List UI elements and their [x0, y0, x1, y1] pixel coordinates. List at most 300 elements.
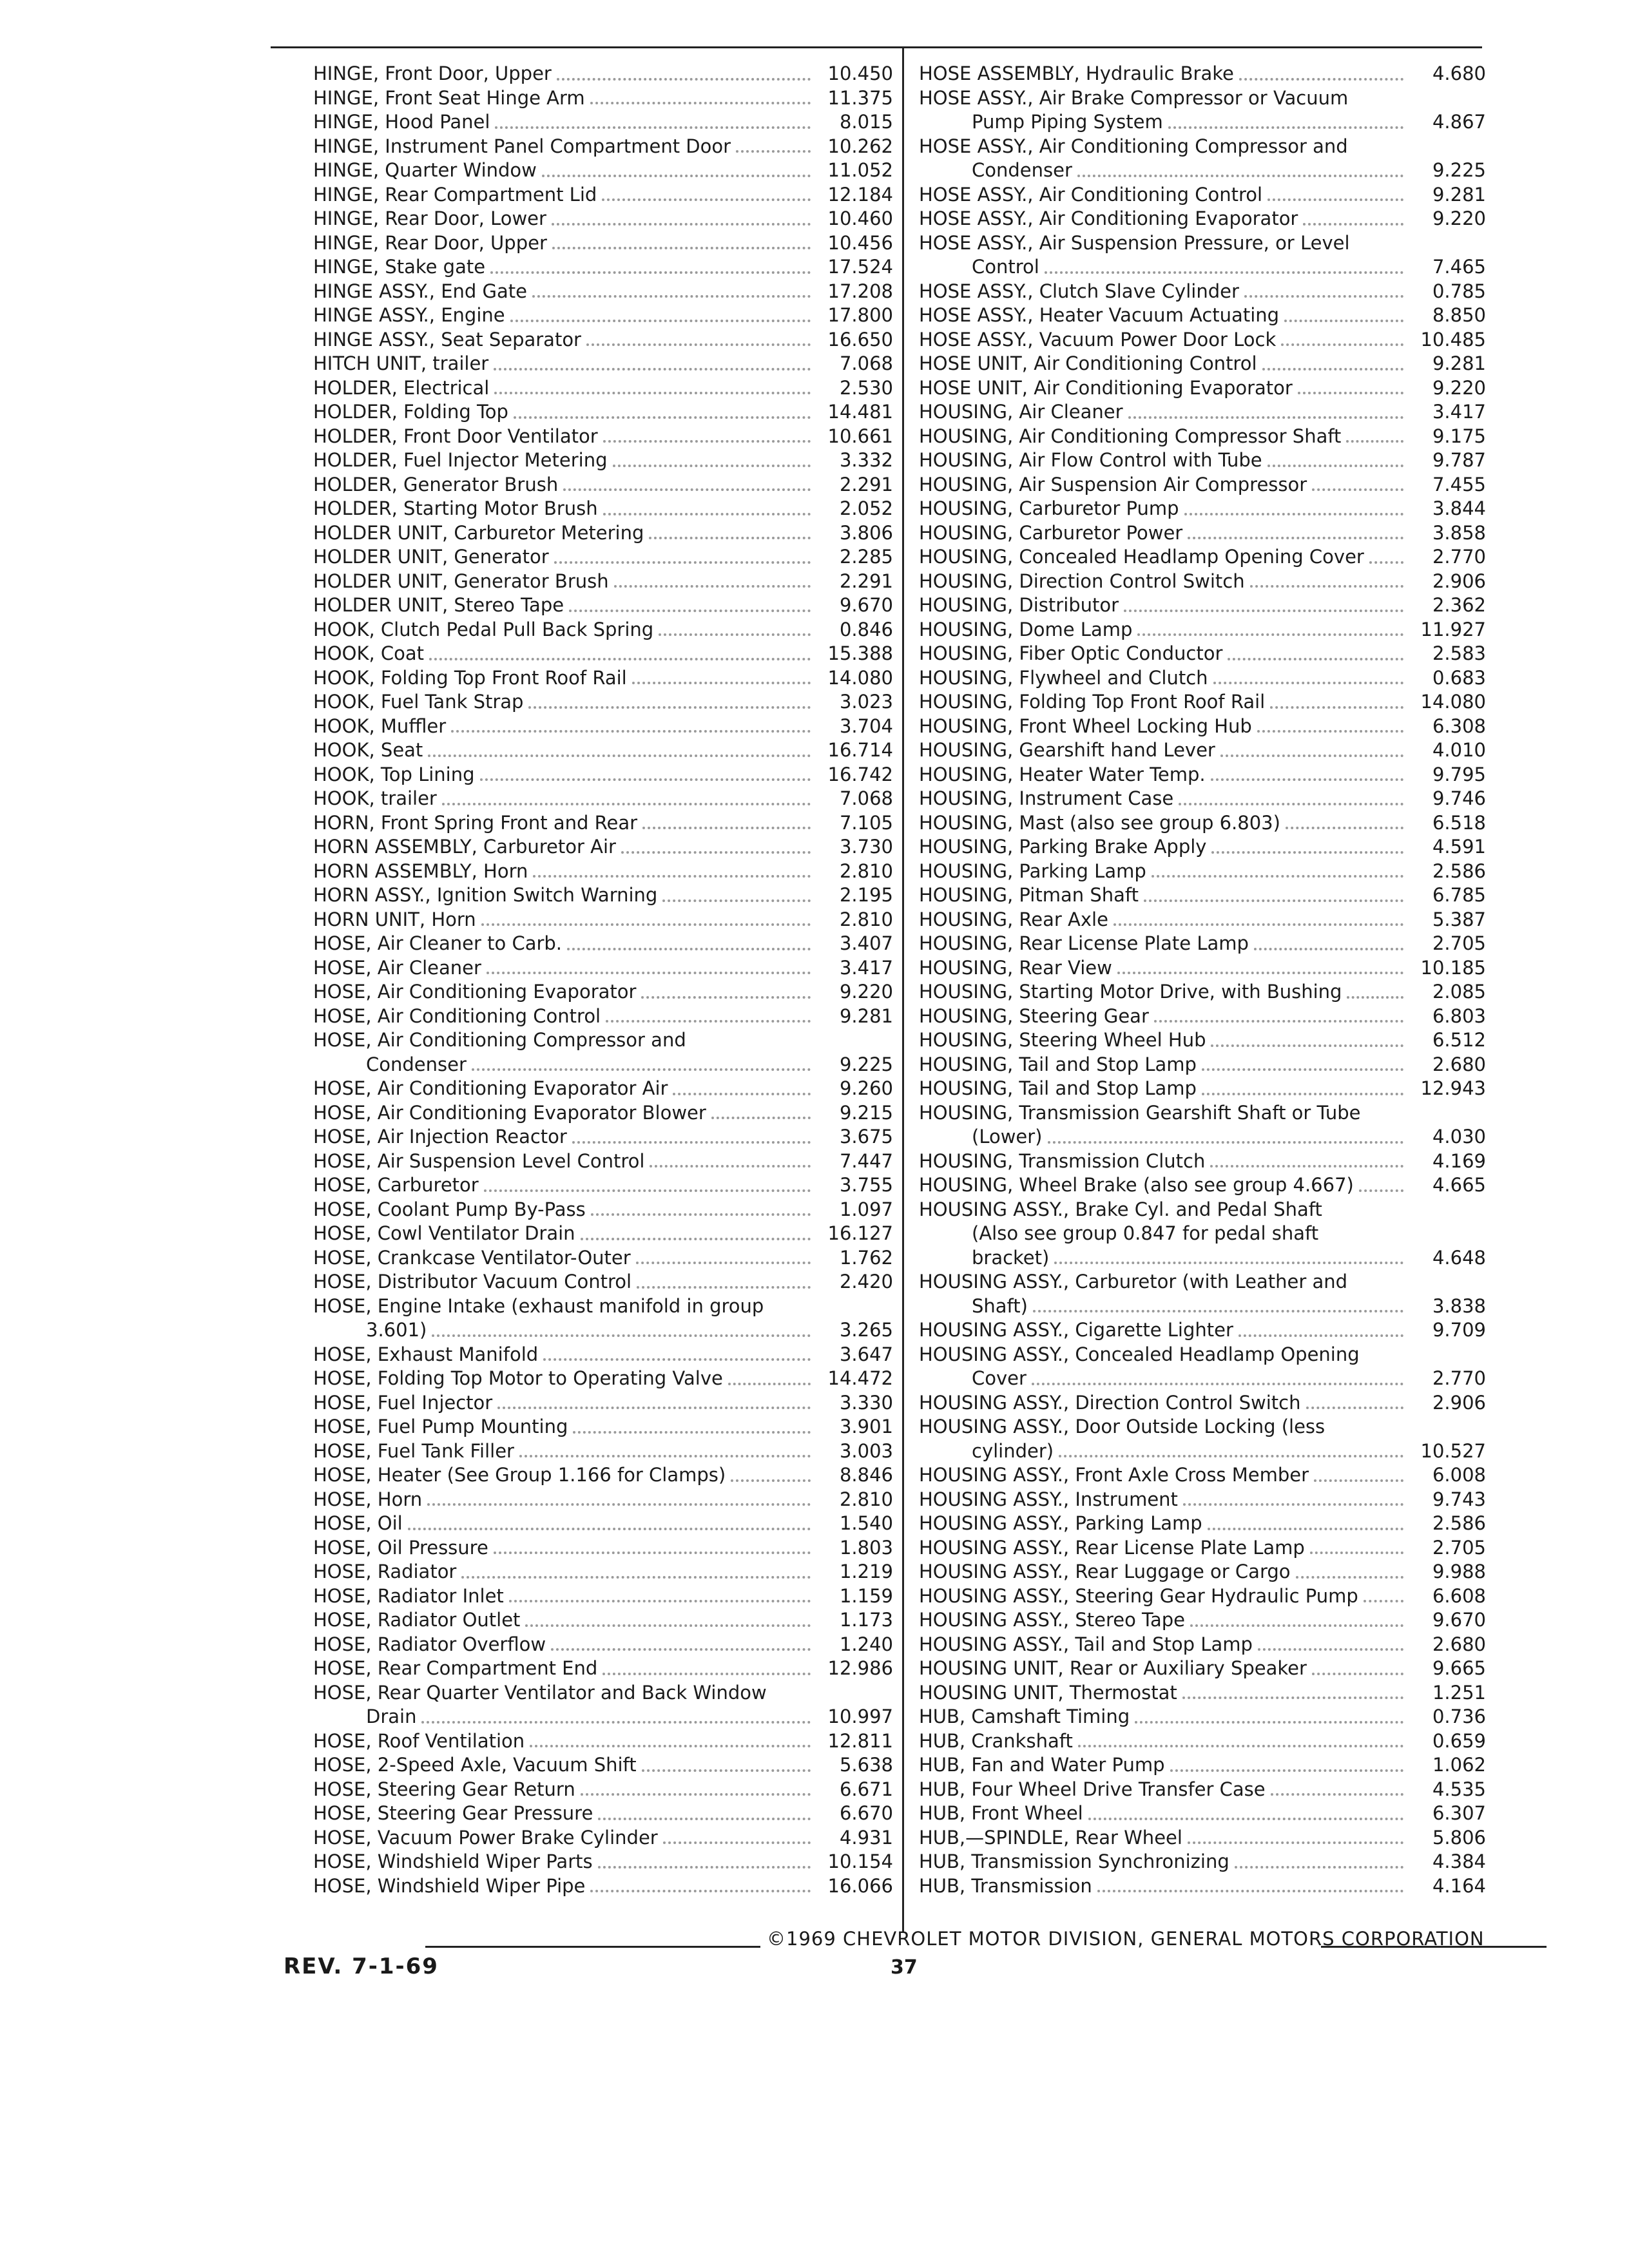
- entry-group-number: 2.195: [839, 884, 893, 906]
- dot-leader: [1220, 754, 1403, 757]
- entry-group-number: 12.811: [827, 1729, 893, 1752]
- entry-group-number: 2.583: [1432, 642, 1486, 664]
- entry-name: HOUSING ASSY., Cigarette Lighter: [919, 1319, 1233, 1341]
- dot-leader: [1310, 1552, 1403, 1554]
- index-entry: [313, 1004, 893, 1029]
- entry-name: Cover: [972, 1367, 1027, 1389]
- right-index-column: [919, 62, 1486, 1898]
- index-entry: [919, 1536, 1486, 1561]
- entry-name: HINGE, Instrument Panel Compartment Door: [313, 135, 731, 157]
- dot-leader: [1228, 658, 1403, 660]
- dot-leader: [1239, 78, 1403, 81]
- entry-name: HOUSING ASSY., Concealed Headlamp Opening: [919, 1343, 1360, 1365]
- dot-leader: [1213, 682, 1403, 684]
- entry-name: HOSE, Roof Ventilation: [313, 1729, 525, 1752]
- entry-name: HOUSING ASSY., Door Outside Locking (less: [919, 1416, 1325, 1437]
- entry-name: HOSE, Folding Top Motor to Operating Valve: [313, 1367, 723, 1389]
- dot-leader: [484, 1189, 811, 1192]
- dot-leader: [572, 1141, 811, 1144]
- entry-name: HOUSING, Steering Gear: [919, 1004, 1149, 1027]
- dot-leader: [487, 972, 811, 974]
- index-entry: [313, 1633, 893, 1657]
- entry-name: Pump Piping System: [972, 111, 1163, 133]
- entry-group-number: 6.008: [1432, 1464, 1486, 1486]
- index-entry: [313, 1439, 893, 1464]
- dot-leader: [606, 1020, 811, 1023]
- index-entry: [313, 328, 893, 352]
- entry-group-number: 3.838: [1432, 1294, 1486, 1317]
- entry-name: HOSE, Windshield Wiper Parts: [313, 1850, 593, 1872]
- entry-group-number: 10.527: [1420, 1439, 1486, 1462]
- dot-leader: [590, 102, 811, 104]
- entry-name: HOUSING ASSY., Direction Control Switch: [919, 1391, 1301, 1414]
- index-entry: [919, 352, 1486, 376]
- entry-name: (Lower): [972, 1126, 1043, 1148]
- dot-leader: [581, 1238, 811, 1240]
- dot-leader: [1117, 972, 1403, 974]
- entry-group-number: 3.647: [839, 1343, 893, 1365]
- entry-group-number: 12.184: [827, 183, 893, 206]
- index-entry: [313, 980, 893, 1004]
- entry-group-number: 14.080: [1420, 691, 1486, 713]
- dot-leader: [1250, 585, 1403, 588]
- dot-leader: [490, 271, 811, 274]
- entry-group-number: 4.680: [1432, 62, 1486, 84]
- entry-group-number: 8.846: [839, 1464, 893, 1486]
- entry-name: HOLDER UNIT, Carburetor Metering: [313, 521, 644, 544]
- entry-group-number: 3.023: [839, 691, 893, 713]
- index-entry: [313, 1488, 893, 1512]
- dot-leader: [461, 1576, 811, 1579]
- entry-name: HOSE, Cowl Ventilator Drain: [313, 1222, 575, 1244]
- entry-name: HORN ASSEMBLY, Carburetor Air: [313, 836, 616, 858]
- dot-leader: [429, 658, 811, 660]
- dot-leader: [542, 175, 811, 177]
- entry-name: HOSE, Radiator Overflow: [313, 1633, 546, 1655]
- entry-name: HOSE, Fuel Tank Filler: [313, 1439, 514, 1462]
- index-entry: [919, 1512, 1486, 1536]
- dot-leader: [525, 1624, 811, 1627]
- entry-name: HINGE, Hood Panel: [313, 111, 490, 133]
- index-entry: [313, 1874, 893, 1899]
- index-entry: [919, 1318, 1486, 1343]
- entry-group-number: 9.225: [839, 1053, 893, 1075]
- entry-name: HOSE, Radiator Inlet: [313, 1584, 504, 1607]
- index-entry: [919, 1826, 1486, 1850]
- entry-group-number: 3.417: [1432, 401, 1486, 423]
- entry-name: Condenser: [972, 159, 1072, 181]
- dot-leader: [1170, 1769, 1404, 1772]
- dot-leader: [1124, 610, 1403, 612]
- entry-group-number: 3.755: [839, 1174, 893, 1196]
- dot-leader: [1244, 295, 1403, 298]
- dot-leader: [663, 1841, 811, 1844]
- entry-name: HOLDER, Front Door Ventilator: [313, 425, 598, 447]
- entry-name: HOSE, Oil Pressure: [313, 1536, 488, 1559]
- dot-leader: [509, 1600, 811, 1602]
- index-entry: [919, 280, 1486, 304]
- entry-group-number: 16.714: [827, 739, 893, 761]
- index-entry: [919, 1802, 1486, 1826]
- index-entry: [313, 521, 893, 546]
- entry-name: HINGE, Front Door, Upper: [313, 62, 552, 84]
- index-entry: [919, 956, 1486, 981]
- dot-leader: [563, 488, 811, 491]
- index-entry: [313, 207, 893, 231]
- entry-name: HOUSING ASSY., Front Axle Cross Member: [919, 1464, 1309, 1486]
- entry-name: HOOK, Folding Top Front Roof Rail: [313, 666, 627, 689]
- entry-name: HOUSING, Parking Lamp: [919, 860, 1146, 882]
- entry-group-number: 6.671: [839, 1778, 893, 1800]
- index-entry: [919, 400, 1486, 425]
- dot-leader: [650, 1165, 811, 1168]
- entry-name: HOUSING, Carburetor Power: [919, 521, 1183, 544]
- index-entry: [313, 787, 893, 811]
- entry-group-number: 2.586: [1432, 1512, 1486, 1534]
- index-entry: [919, 570, 1486, 594]
- entry-name: HOUSING, Pitman Shaft: [919, 884, 1139, 906]
- dot-leader: [598, 1866, 811, 1869]
- dot-leader: [1364, 1600, 1403, 1602]
- dot-leader: [603, 440, 811, 443]
- index-entry: [919, 1439, 1486, 1464]
- entry-name: HOSE, Oil: [313, 1512, 403, 1534]
- index-entry: [313, 1512, 893, 1536]
- entry-group-number: 2.291: [839, 570, 893, 592]
- index-entry: [313, 690, 893, 715]
- entry-group-number: 1.097: [839, 1198, 893, 1220]
- index-entry: [919, 811, 1486, 836]
- entry-name: HOUSING ASSY., Instrument: [919, 1488, 1178, 1510]
- entry-name: HUB, Fan and Water Pump: [919, 1754, 1165, 1776]
- entry-name: HOSE, Air Conditioning Evaporator Air: [313, 1077, 668, 1099]
- entry-name: HOOK, Fuel Tank Strap: [313, 691, 524, 713]
- index-entry: [919, 1246, 1486, 1271]
- dot-leader: [590, 1890, 811, 1892]
- dot-leader: [637, 1286, 811, 1289]
- index-entry: [313, 1657, 893, 1681]
- index-entry: [919, 1778, 1486, 1802]
- dot-leader: [1078, 1745, 1403, 1747]
- index-entry: [919, 183, 1486, 207]
- entry-group-number: 15.388: [827, 642, 893, 664]
- entry-group-number: 3.330: [839, 1391, 893, 1414]
- index-entry: [313, 376, 893, 401]
- entry-name: HOSE, Air Conditioning Control: [313, 1004, 601, 1027]
- entry-group-number: 2.291: [839, 473, 893, 495]
- index-entry: [313, 1536, 893, 1561]
- index-entry: [313, 231, 893, 256]
- entry-group-number: 3.806: [839, 521, 893, 544]
- entry-group-number: 9.709: [1432, 1319, 1486, 1341]
- dot-leader: [614, 585, 811, 588]
- dot-leader: [1202, 1093, 1403, 1095]
- entry-group-number: 2.362: [1432, 594, 1486, 616]
- entry-group-number: 12.986: [827, 1657, 893, 1679]
- entry-name: HOUSING, Steering Wheel Hub: [919, 1029, 1206, 1051]
- entry-name: HINGE, Front Seat Hinge Arm: [313, 86, 585, 109]
- entry-group-number: 10.456: [827, 231, 893, 254]
- dot-leader: [1235, 1866, 1403, 1869]
- entry-group-number: 9.220: [1432, 376, 1486, 399]
- entry-name: Shaft): [972, 1294, 1028, 1317]
- dot-leader: [1312, 488, 1403, 491]
- dot-leader: [603, 513, 811, 515]
- dot-leader: [1152, 875, 1403, 878]
- index-entry: [919, 1149, 1486, 1174]
- dot-leader: [1188, 537, 1403, 539]
- dot-leader: [1262, 368, 1403, 370]
- dot-leader: [1298, 392, 1403, 394]
- dot-leader: [1190, 1624, 1403, 1627]
- entry-name: HOUSING ASSY., Stereo Tape: [919, 1609, 1185, 1631]
- entry-name: HOSE, Fuel Injector: [313, 1391, 493, 1414]
- entry-group-number: 14.080: [827, 666, 893, 689]
- index-entry: [313, 1125, 893, 1149]
- entry-name: HUB, Four Wheel Drive Transfer Case: [919, 1778, 1266, 1800]
- index-entry: [919, 1101, 1486, 1126]
- entry-group-number: 3.407: [839, 932, 893, 954]
- entry-group-number: 5.806: [1432, 1826, 1486, 1849]
- entry-group-number: 1.251: [1432, 1681, 1486, 1704]
- index-entry: [919, 231, 1486, 256]
- entry-name: HOUSING, Rear Axle: [919, 908, 1108, 930]
- dot-leader: [552, 223, 811, 226]
- dot-leader: [1284, 320, 1403, 322]
- entry-group-number: 3.730: [839, 836, 893, 858]
- entry-name: HOUSING, Transmission Clutch: [919, 1149, 1206, 1172]
- entry-group-number: 4.169: [1432, 1149, 1486, 1172]
- entry-name: HOSE ASSY., Air Brake Compressor or Vacuum: [919, 86, 1349, 109]
- dot-leader: [451, 730, 811, 733]
- dot-leader: [494, 368, 811, 370]
- dot-leader: [533, 875, 811, 878]
- index-entry: [313, 255, 893, 280]
- dot-leader: [1257, 730, 1403, 733]
- index-entry: [313, 545, 893, 570]
- entry-group-number: 3.858: [1432, 521, 1486, 544]
- index-entry: [919, 159, 1486, 183]
- entry-name: HOLDER UNIT, Generator: [313, 546, 549, 568]
- entry-name: HOUSING ASSY., Parking Lamp: [919, 1512, 1202, 1534]
- dot-leader: [1296, 1576, 1403, 1579]
- entry-group-number: 0.736: [1432, 1706, 1486, 1727]
- top-rule: [271, 46, 1482, 48]
- dot-leader: [736, 150, 811, 153]
- entry-group-number: 0.846: [839, 618, 893, 640]
- index-entry: [919, 1198, 1486, 1222]
- entry-group-number: 7.465: [1432, 256, 1486, 278]
- entry-name: HORN UNIT, Horn: [313, 908, 476, 930]
- dot-leader: [1281, 343, 1403, 346]
- index-entry: [919, 62, 1486, 86]
- dot-leader: [1346, 440, 1403, 443]
- entry-group-number: 9.281: [1432, 183, 1486, 206]
- index-entry: [313, 1560, 893, 1584]
- entry-name: HOUSING, Air Conditioning Compressor Shaft: [919, 425, 1342, 447]
- entry-name: HOLDER, Electrical: [313, 376, 490, 399]
- entry-name: HOUSING, Tail and Stop Lamp: [919, 1077, 1197, 1099]
- dot-leader: [1032, 1383, 1403, 1385]
- entry-name: HOSE UNIT, Air Conditioning Evaporator: [919, 376, 1293, 399]
- index-entry: [919, 908, 1486, 932]
- entry-group-number: 12.943: [1420, 1077, 1486, 1099]
- entry-group-number: 3.675: [839, 1126, 893, 1148]
- entry-name: HOSE, Coolant Pump By-Pass: [313, 1198, 586, 1220]
- dot-leader: [1268, 465, 1403, 467]
- entry-group-number: 9.260: [839, 1077, 893, 1099]
- index-entry: [919, 1053, 1486, 1077]
- entry-group-number: 6.803: [1432, 1004, 1486, 1027]
- column-divider: [902, 48, 904, 1932]
- index-entry: [313, 1343, 893, 1367]
- index-entry: [313, 1318, 893, 1343]
- entry-name: HOSE ASSY., Air Suspension Pressure, or Level: [919, 231, 1350, 254]
- entry-name: HOLDER UNIT, Stereo Tape: [313, 594, 564, 616]
- entry-group-number: 7.068: [839, 352, 893, 374]
- entry-group-number: 9.746: [1432, 787, 1486, 809]
- entry-group-number: 2.420: [839, 1271, 893, 1293]
- entry-group-number: 9.225: [1432, 159, 1486, 181]
- entry-name: HOSE, Air Suspension Level Control: [313, 1149, 645, 1172]
- entry-group-number: 4.591: [1432, 836, 1486, 858]
- dot-leader: [591, 1213, 811, 1216]
- entry-name: HOOK, Seat: [313, 739, 423, 761]
- dot-leader: [1258, 1648, 1403, 1651]
- entry-group-number: 9.215: [839, 1101, 893, 1124]
- entry-group-number: 2.705: [1432, 932, 1486, 954]
- entry-group-number: 1.062: [1432, 1754, 1486, 1776]
- index-entry: [919, 883, 1486, 908]
- entry-name: HOUSING, Wheel Brake (also see group 4.667): [919, 1174, 1354, 1196]
- index-entry: [313, 303, 893, 328]
- entry-name: HUB, Transmission Synchronizing: [919, 1850, 1229, 1872]
- index-entry: [313, 1270, 893, 1294]
- dot-leader: [1182, 1696, 1403, 1699]
- entry-name: Control: [972, 256, 1039, 278]
- dot-leader: [494, 1552, 811, 1554]
- index-entry: [919, 1850, 1486, 1874]
- entry-group-number: 4.648: [1432, 1246, 1486, 1269]
- entry-group-number: 6.512: [1432, 1029, 1486, 1051]
- index-entry: [919, 1028, 1486, 1053]
- dot-leader: [1183, 1503, 1403, 1506]
- entry-name: HOSE, Exhaust Manifold: [313, 1343, 539, 1365]
- dot-leader: [569, 610, 811, 612]
- entry-group-number: 8.850: [1432, 304, 1486, 326]
- index-entry: [313, 1198, 893, 1222]
- index-entry: [313, 425, 893, 449]
- entry-group-number: 7.455: [1432, 473, 1486, 495]
- entry-name: HOUSING, Carburetor Pump: [919, 497, 1179, 519]
- dot-leader: [552, 247, 811, 249]
- entry-name: HOSE ASSY., Air Conditioning Compressor and: [919, 135, 1348, 157]
- dot-leader: [472, 1068, 811, 1071]
- entry-group-number: 2.906: [1432, 1391, 1486, 1414]
- index-entry: [313, 642, 893, 666]
- index-entry: [313, 763, 893, 787]
- dot-leader: [1347, 996, 1403, 999]
- entry-name: HOUSING, Distributor: [919, 594, 1119, 616]
- entry-name: HOSE, Distributor Vacuum Control: [313, 1271, 632, 1293]
- entry-group-number: 0.659: [1432, 1729, 1486, 1752]
- entry-group-number: 9.795: [1432, 763, 1486, 785]
- entry-name: HOUSING, Concealed Headlamp Opening Cover: [919, 546, 1364, 568]
- entry-group-number: 9.175: [1432, 425, 1486, 447]
- index-entry: [313, 811, 893, 836]
- index-entry: [919, 255, 1486, 280]
- entry-group-number: 1.240: [839, 1633, 893, 1655]
- entry-group-number: 2.810: [839, 1488, 893, 1510]
- dot-leader: [495, 126, 811, 129]
- dot-leader: [621, 851, 811, 854]
- entry-name: HOSE, Carburetor: [313, 1174, 479, 1196]
- index-entry: [313, 1753, 893, 1778]
- entry-name: HOLDER, Generator Brush: [313, 473, 559, 495]
- dot-leader: [1369, 561, 1403, 564]
- index-entry: [919, 593, 1486, 618]
- entry-name: HOSE, Steering Gear Pressure: [313, 1802, 593, 1824]
- index-entry: [919, 1729, 1486, 1754]
- entry-group-number: 2.530: [839, 376, 893, 399]
- index-entry: [919, 1633, 1486, 1657]
- entry-group-number: 3.844: [1432, 497, 1486, 519]
- dot-leader: [1359, 1189, 1403, 1192]
- entry-name: cylinder): [972, 1439, 1054, 1462]
- entry-group-number: 17.208: [827, 280, 893, 302]
- index-entry: [313, 110, 893, 135]
- index-entry: [919, 1463, 1486, 1488]
- entry-group-number: 5.387: [1432, 908, 1486, 930]
- index-entry: [919, 1608, 1486, 1633]
- dot-leader: [567, 948, 811, 950]
- entry-group-number: 3.003: [839, 1439, 893, 1462]
- index-entry: [919, 1270, 1486, 1294]
- index-entry: [313, 86, 893, 111]
- entry-name: HOUSING, Air Cleaner: [919, 401, 1123, 423]
- index-entry: [919, 1681, 1486, 1706]
- entry-name: HOUSING ASSY., Brake Cyl. and Pedal Shaft: [919, 1198, 1322, 1220]
- entry-group-number: 1.173: [839, 1609, 893, 1631]
- index-entry: [919, 1753, 1486, 1778]
- dot-leader: [510, 320, 811, 322]
- dot-leader: [497, 1407, 811, 1409]
- dot-leader: [659, 633, 811, 636]
- entry-name: HOLDER UNIT, Generator Brush: [313, 570, 609, 592]
- index-entry: [919, 1560, 1486, 1584]
- dot-leader: [731, 1479, 811, 1482]
- index-entry: [919, 376, 1486, 401]
- index-entry: [919, 448, 1486, 473]
- entry-group-number: 4.931: [839, 1826, 893, 1849]
- entry-group-number: 9.670: [1432, 1609, 1486, 1631]
- index-entry: [313, 1101, 893, 1126]
- entry-group-number: 10.661: [827, 425, 893, 447]
- index-entry: [313, 1802, 893, 1826]
- entry-name: HOUSING, Rear License Plate Lamp: [919, 932, 1249, 954]
- entry-name: HORN ASSEMBLY, Horn: [313, 860, 528, 882]
- dot-leader: [636, 1262, 811, 1264]
- entry-group-number: 10.185: [1420, 956, 1486, 979]
- index-entry: [313, 883, 893, 908]
- index-entry: [919, 1874, 1486, 1899]
- entry-name: HOUSING, Folding Top Front Roof Rail: [919, 691, 1266, 713]
- index-entry: [313, 715, 893, 739]
- index-entry: [313, 1367, 893, 1391]
- entry-group-number: 6.785: [1432, 884, 1486, 906]
- entry-group-number: 3.332: [839, 449, 893, 471]
- index-entry: [919, 425, 1486, 449]
